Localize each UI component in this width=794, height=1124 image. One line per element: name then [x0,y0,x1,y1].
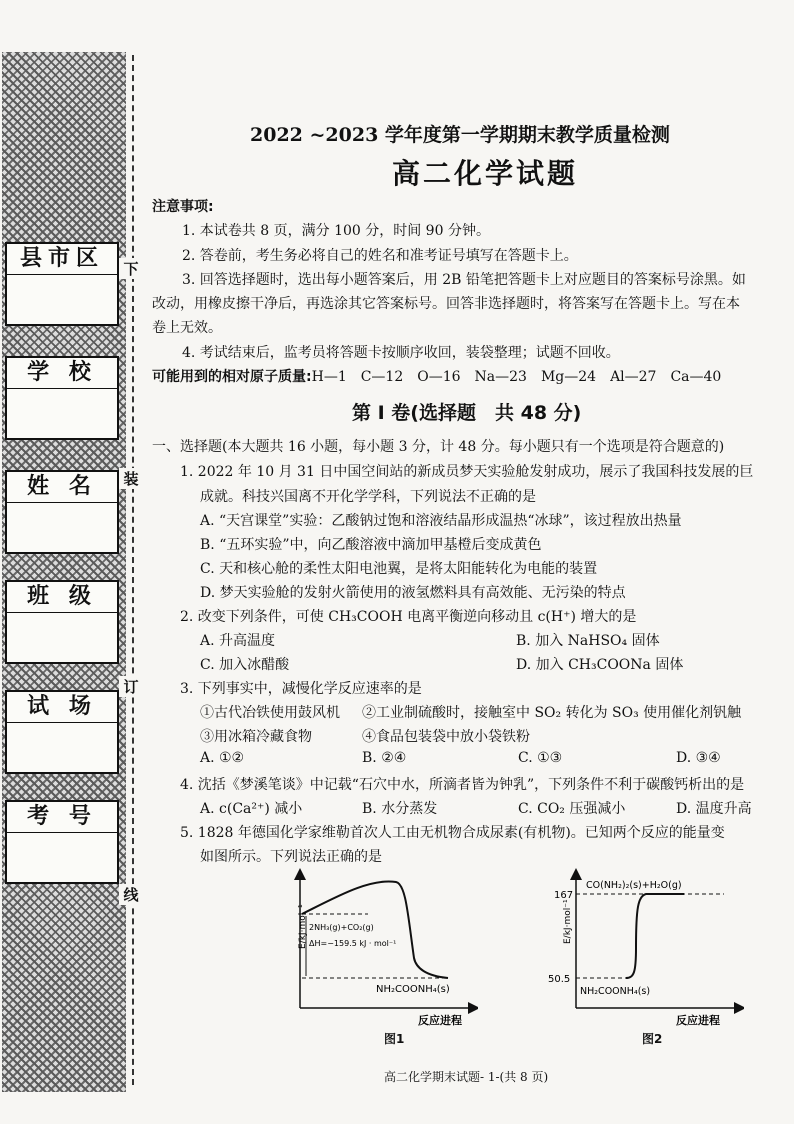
q3-stem: 3. 下列事实中，减慢化学反应速率的是 [180,681,422,697]
atomic-mass-label: 可能用到的相对原子质量: [152,369,312,385]
q4-option-c[interactable]: C. CO₂ 压强减小 [518,801,626,817]
note-2: 2. 答卷前，考生务必将自己的姓名和准考证号填写在答题卡上。 [182,248,578,264]
school-field-box[interactable] [5,356,119,440]
note-3: 3. 回答选择题时，选出每小题答案后，用 2B 铅笔把答题卡上对应题目的答案标号涂黑。如 [182,272,746,288]
section-title: 第 Ⅰ 卷(选择题 共 48 分) [352,402,582,424]
q4-option-b[interactable]: B. 水分蒸发 [362,801,438,817]
binding-dashed-line [132,55,134,1085]
q1-option-c[interactable]: C. 天和核心舱的柔性太阳电池翼，是将太阳能转化为电能的装置 [200,561,598,577]
q3-item-4: ④食品包装袋中放小袋铁粉 [362,729,530,745]
atomic-mass-values: H—1 C—12 O—16 Na—23 Mg—24 Al—27 Ca—40 [311,369,722,385]
q3-item-2: ②工业制硫酸时，接触室中 SO₂ 转化为 SO₃ 使用催化剂钒触 [362,705,742,721]
fig2-tick-167: 167 [554,890,574,901]
notes-heading: 注意事项: [152,199,214,215]
binding-char-xia: 下 [119,258,143,279]
q4-option-a[interactable]: A. c(Ca²⁺) 减小 [200,801,303,817]
name-field-box[interactable] [5,470,119,554]
exam-number-label: 考 号 [7,802,117,833]
fig1-product-label: NH₂COONH₄(s) [376,984,450,995]
q5-stem-2: 如图所示。下列说法正确的是 [200,849,382,865]
binding-char-zhuang: 装 [119,468,143,489]
q2-option-b[interactable]: B. 加入 NaHSO₄ 固体 [516,633,660,649]
fig2-energy-curve [626,894,684,978]
county-field-box[interactable] [5,242,119,326]
q1-option-d[interactable]: D. 梦天实验舱的发射火箭使用的液氢燃料具有高效能、无污染的特点 [200,585,626,601]
subject-title: 高二化学试题 [392,157,579,190]
q3-item-1: ①古代冶铁使用鼓风机 [200,705,340,721]
class-field-box[interactable] [5,580,119,664]
note-1: 1. 本试卷共 8 页，满分 100 分，时间 90 分钟。 [182,223,490,239]
note-3-end: 卷上无效。 [152,320,222,336]
binding-char-xian: 线 [119,884,143,905]
q2-option-d[interactable]: D. 加入 CH₃COONa 固体 [516,657,684,673]
page-footer: 高二化学期末试题- 1-(共 8 页) [384,1070,549,1084]
q1-stem-1: 1. 2022 年 10 月 31 日中国空间站的新成员梦天实验舱发射成功，展示了我国科技发展的巨 [180,464,754,480]
school-label: 学 校 [7,358,117,389]
note-3-cont: 改动，用橡皮擦干净后，再选涂其它答案标号。回答非选择题时，将答案写在答题卡上。写在本 [152,296,740,312]
fig1-x-label: 反应进程 [418,1014,462,1027]
figure-1-caption: 图1 [384,1032,405,1046]
note-4: 4. 考试结束后，监考员将答题卡按顺序收回，装袋整理；试题不回收。 [182,345,620,361]
q1-option-a[interactable]: A. “天宫课堂”实验：乙酸钠过饱和溶液结晶形成温热“冰球”，该过程放出热量 [200,513,682,529]
name-label: 姓 名 [7,472,117,503]
exam-room-label: 试 场 [7,692,117,723]
section-intro: 一、选择题(本大题共 16 小题，每小题 3 分，计 48 分。每小题只有一个选项是符合题意的) [152,439,725,455]
binding-char-ding: 订 [119,676,143,697]
exam-room-field-box[interactable] [5,690,119,774]
q3-option-a[interactable]: A. ①② [200,750,245,766]
q3-option-c[interactable]: C. ①③ [518,750,563,766]
fig1-dh-label: ΔH=−159.5 kJ · mol⁻¹ [309,939,397,948]
q4-option-d[interactable]: D. 温度升高 [676,801,752,817]
figure-2-energy-diagram [534,868,744,1028]
fig2-y-label: E/kJ·mol⁻¹ [563,899,573,944]
fig2-product-label: CO(NH₂)₂(s)+H₂O(g) [586,880,682,891]
figure-2-caption: 图2 [642,1032,663,1046]
exam-title-line: 2022 ~2023 学年度第一学期期末教学质量检测 [250,124,670,146]
q2-option-c[interactable]: C. 加入冰醋酸 [200,657,290,673]
fig2-x-label: 反应进程 [676,1014,720,1027]
exam-number-field-box[interactable] [5,800,119,884]
class-label: 班 级 [7,582,117,613]
fig2-reactant-label: NH₂COONH₄(s) [580,986,651,997]
county-label: 县市区 [7,244,117,275]
q5-stem-1: 5. 1828 年德国化学家维勒首次人工由无机物合成尿素(有机物)。已知两个反应的能量变 [180,825,725,841]
q3-option-d[interactable]: D. ③④ [676,750,721,766]
q3-item-3: ③用冰箱冷藏食物 [200,729,312,745]
fig1-reactant-label: 2NH₃(g)+CO₂(g) [309,923,374,932]
atomic-mass-line [152,366,721,386]
q1-option-b[interactable]: B. “五环实验”中，向乙酸溶液中滴加甲基橙后变成黄色 [200,537,542,553]
figure-1-energy-diagram [278,868,478,1028]
q1-stem-2: 成就。科技兴国离不开化学学科，下列说法不正确的是 [200,489,536,505]
q2-stem: 2. 改变下列条件，可使 CH₃COOH 电离平衡逆向移动且 c(H⁺) 增大的是 [180,609,637,625]
fig2-tick-50-5: 50.5 [548,974,571,985]
fig1-y-label: E/kJ·mol⁻¹ [298,904,308,949]
binding-strip [2,52,126,1092]
q2-option-a[interactable]: A. 升高温度 [200,633,276,649]
q4-stem: 4. 沈括《梦溪笔谈》中记载“石穴中水，所滴者皆为钟乳”，下列条件不利于碳酸钙析出的是 [180,777,745,793]
q3-option-b[interactable]: B. ②④ [362,750,407,766]
